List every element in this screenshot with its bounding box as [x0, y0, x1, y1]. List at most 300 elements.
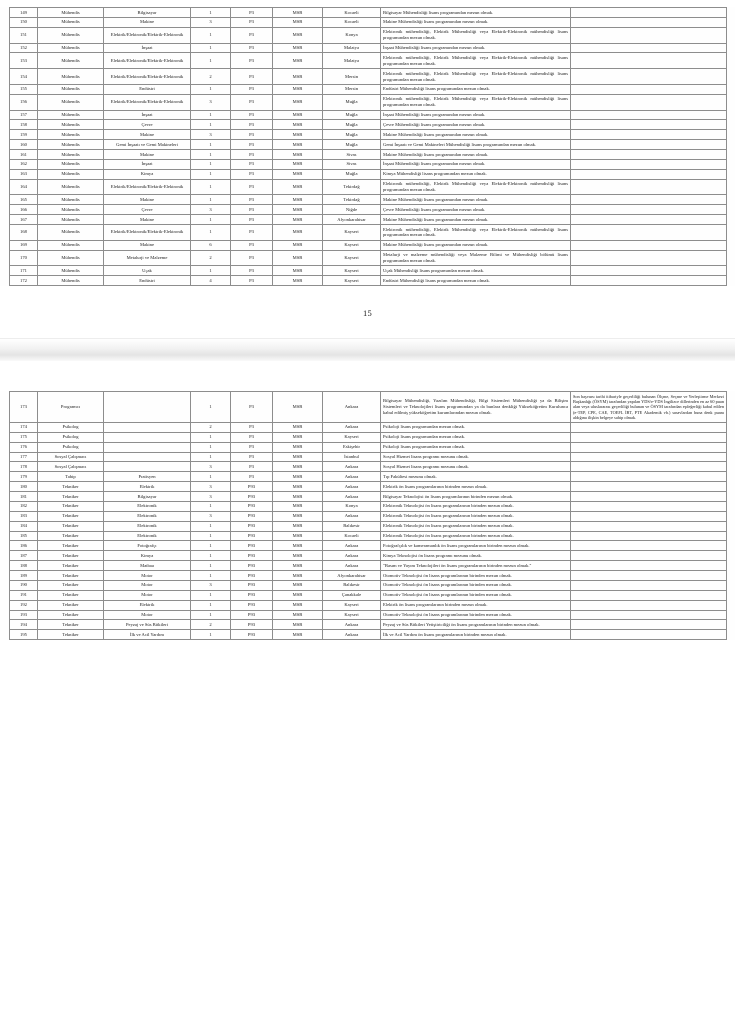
- table-row: [10, 610, 727, 620]
- cell-kurum: MSB: [273, 53, 323, 69]
- cell-row-number: 150: [10, 17, 38, 27]
- cell-not: [571, 179, 727, 195]
- cell-row-number: 157: [10, 110, 38, 120]
- cell-brans: [104, 432, 191, 442]
- table-row: [10, 17, 727, 27]
- cell-not: [571, 159, 727, 169]
- cell-il: Ankara: [323, 422, 381, 432]
- cell-kurum: MSB: [273, 442, 323, 452]
- cell-unvan: Tekniker: [38, 521, 104, 531]
- page-16-top-margin: [0, 361, 735, 391]
- cell-brans: Pratisyen: [104, 472, 191, 482]
- table-row: [10, 250, 727, 266]
- cell-kurum: MSB: [273, 561, 323, 571]
- cell-aciklama: Çevre Mühendisliği lisans programından mezun olmak.: [381, 205, 571, 215]
- cell-il: Sivas: [323, 159, 381, 169]
- cell-unvan: Mühendis: [38, 215, 104, 225]
- cell-kpss-puan-turu: P93: [231, 600, 273, 610]
- cell-adet: 3: [191, 580, 231, 590]
- cell-kurum: MSB: [273, 620, 323, 630]
- cell-aciklama: Peyzaj ve Süs Bitkileri Yetiştiriciliği ön lisans programlarının birinden mezun olmak.: [381, 620, 571, 630]
- cell-kpss-puan-turu: P3: [231, 205, 273, 215]
- cell-il: Konya: [323, 27, 381, 43]
- cell-adet: 2: [191, 422, 231, 432]
- cell-adet: 1: [191, 225, 231, 241]
- cell-adet: 3: [191, 205, 231, 215]
- cell-aciklama: Makine Mühendisliği lisans programından mezun olmak.: [381, 17, 571, 27]
- page-16-sheet: [0, 391, 735, 640]
- cell-kpss-puan-turu: P3: [231, 215, 273, 225]
- cell-not: [571, 561, 727, 571]
- cell-row-number: 180: [10, 482, 38, 492]
- cell-adet: 1: [191, 610, 231, 620]
- cell-brans: Çevre: [104, 120, 191, 130]
- cell-aciklama: İnşaat Mühendisliği lisans programından mezun olmak.: [381, 43, 571, 53]
- table-row: [10, 492, 727, 502]
- cell-il: İstanbul: [323, 452, 381, 462]
- cell-il: Ankara: [323, 630, 381, 640]
- cell-brans: Elektrik/Elektronik/Elektrik-Elektronik: [104, 69, 191, 85]
- cell-row-number: 168: [10, 225, 38, 241]
- table-row: [10, 150, 727, 160]
- cell-unvan: Sosyal Çalışmacı: [38, 462, 104, 472]
- cell-kurum: MSB: [273, 610, 323, 620]
- cell-row-number: 152: [10, 43, 38, 53]
- cell-kpss-puan-turu: P3: [231, 120, 273, 130]
- cell-kurum: MSB: [273, 94, 323, 110]
- cell-il: Tekirdağ: [323, 179, 381, 195]
- cell-aciklama: Elektrik ön lisans programlarının birinden mezun olmak.: [381, 482, 571, 492]
- cell-aciklama: Makine Mühendisliği lisans programından mezun olmak.: [381, 130, 571, 140]
- cell-not: Son başvuru tarihi itibariyle geçerliliği bulunan Ölçme, Seçme ve Yerleştirme Merkezi Başkanlığı (ÖSYM) tarafından yapılan YDS/e-YDS İngilizce dillerinden en az 60 puan alan veya uluslararası geçerliliği bulunan ve ÖSYM tarafından eşdeğerliği kabul edilen (e-TEP, CPE, CAE, TOEFL İBT, PTE Akademik vb.) sınavlardan buna denk puanı aldığına ilişkin belgeye sahip olmak.: [571, 392, 727, 423]
- cell-unvan: Tekniker: [38, 590, 104, 600]
- table-row: [10, 501, 727, 511]
- cell-kpss-puan-turu: P3: [231, 43, 273, 53]
- cell-row-number: 165: [10, 195, 38, 205]
- cell-aciklama: Otomotiv Teknolojisi ön lisans programlarının birinden mezun olmak.: [381, 610, 571, 620]
- cell-not: [571, 150, 727, 160]
- cell-kpss-puan-turu: P93: [231, 590, 273, 600]
- cell-il: Kayseri: [323, 610, 381, 620]
- cell-row-number: 182: [10, 501, 38, 511]
- cell-unvan: Mühendis: [38, 195, 104, 205]
- cell-aciklama: İnşaat Mühendisliği lisans programından mezun olmak.: [381, 110, 571, 120]
- cell-not: [571, 620, 727, 630]
- cell-kpss-puan-turu: P93: [231, 541, 273, 551]
- cell-il: Kocaeli: [323, 531, 381, 541]
- cell-unvan: Mühendis: [38, 276, 104, 286]
- cell-brans: İnşaat: [104, 110, 191, 120]
- cell-il: Kayseri: [323, 266, 381, 276]
- cell-kurum: MSB: [273, 571, 323, 581]
- cell-not: [571, 266, 727, 276]
- cell-il: Ankara: [323, 551, 381, 561]
- cell-il: Tekirdağ: [323, 195, 381, 205]
- table-row: [10, 179, 727, 195]
- cell-row-number: 154: [10, 69, 38, 85]
- cell-kpss-puan-turu: P3: [231, 179, 273, 195]
- cell-aciklama: Makine Mühendisliği lisans programından mezun olmak.: [381, 240, 571, 250]
- cell-not: [571, 452, 727, 462]
- cell-il: Mersin: [323, 69, 381, 85]
- page-number: 15: [362, 308, 373, 319]
- cell-row-number: 183: [10, 511, 38, 521]
- table-row: [10, 561, 727, 571]
- cell-brans: Bilgisayar: [104, 492, 191, 502]
- cell-il: Ankara: [323, 492, 381, 502]
- cell-kurum: MSB: [273, 84, 323, 94]
- cell-kurum: MSB: [273, 492, 323, 502]
- cell-kpss-puan-turu: P93: [231, 630, 273, 640]
- cell-unvan: Tekniker: [38, 580, 104, 590]
- cell-not: [571, 140, 727, 150]
- cell-il: Muğla: [323, 140, 381, 150]
- cell-row-number: 149: [10, 8, 38, 18]
- cell-aciklama: Uçak Mühendisliği lisans programından mezun olmak.: [381, 266, 571, 276]
- cell-unvan: Mühendis: [38, 225, 104, 241]
- cell-kpss-puan-turu: P3: [231, 195, 273, 205]
- cell-row-number: 172: [10, 276, 38, 286]
- table-body-page-16: [10, 392, 727, 640]
- cell-unvan: Mühendis: [38, 205, 104, 215]
- cell-row-number: 185: [10, 531, 38, 541]
- cell-adet: 2: [191, 69, 231, 85]
- cell-not: [571, 432, 727, 442]
- cell-brans: [104, 442, 191, 452]
- cell-il: Malatya: [323, 53, 381, 69]
- cell-row-number: 153: [10, 53, 38, 69]
- cell-aciklama: Endüstri Mühendisliği lisans programından mezun olmak.: [381, 276, 571, 286]
- cell-kpss-puan-turu: P93: [231, 482, 273, 492]
- cell-unvan: Mühendis: [38, 53, 104, 69]
- table-row: [10, 53, 727, 69]
- cell-not: [571, 610, 727, 620]
- cell-adet: 1: [191, 195, 231, 205]
- cell-aciklama: Bilgisayar Mühendisliği lisans programından mezun olmak.: [381, 8, 571, 18]
- page-15-sheet: [0, 7, 735, 286]
- cell-not: [571, 205, 727, 215]
- cell-aciklama: Kimya Mühendisliği lisans programından mezun olmak.: [381, 169, 571, 179]
- cell-kpss-puan-turu: P93: [231, 531, 273, 541]
- cell-aciklama: Elektronik Teknolojisi ön lisans programlarının birinden mezun olmak.: [381, 531, 571, 541]
- cell-not: [571, 120, 727, 130]
- cell-brans: Motor: [104, 590, 191, 600]
- cell-aciklama: Otomotiv Teknolojisi ön lisans programlarının birinden mezun olmak.: [381, 571, 571, 581]
- cell-kpss-puan-turu: P93: [231, 620, 273, 630]
- cell-kpss-puan-turu: P93: [231, 610, 273, 620]
- cell-aciklama: Gemi İnşaatı ve Gemi Makineleri Mühendisliği lisans programından mezun olmak.: [381, 140, 571, 150]
- table-row: [10, 511, 727, 521]
- cell-aciklama: Elektronik mühendisliği, Elektrik Mühendisliği veya Elektrik-Elektronik mühendisliği lisans programından mezun olmak.: [381, 27, 571, 43]
- cell-brans: İlk ve Acil Yardım: [104, 630, 191, 640]
- table-row: [10, 630, 727, 640]
- cell-not: [571, 462, 727, 472]
- cell-il: Ankara: [323, 472, 381, 482]
- cell-brans: Elektrik/Elektronik/Elektrik-Elektronik: [104, 179, 191, 195]
- cell-il: Kayseri: [323, 600, 381, 610]
- cell-adet: 3: [191, 462, 231, 472]
- cell-adet: 1: [191, 452, 231, 462]
- table-row: [10, 215, 727, 225]
- cell-kurum: MSB: [273, 452, 323, 462]
- cell-unvan: Tekniker: [38, 630, 104, 640]
- table-row: [10, 392, 727, 423]
- cell-not: [571, 130, 727, 140]
- top-margin: [0, 0, 735, 7]
- cell-kurum: MSB: [273, 531, 323, 541]
- table-row: [10, 159, 727, 169]
- cell-row-number: 151: [10, 27, 38, 43]
- table-row: [10, 140, 727, 150]
- table-row: [10, 94, 727, 110]
- cell-brans: Makine: [104, 130, 191, 140]
- cell-kpss-puan-turu: P3: [231, 432, 273, 442]
- cell-il: Ankara: [323, 561, 381, 571]
- cell-kurum: MSB: [273, 69, 323, 85]
- table-body-page-15: [10, 8, 727, 286]
- table-row: [10, 432, 727, 442]
- cell-il: Malatya: [323, 43, 381, 53]
- cell-row-number: 175: [10, 432, 38, 442]
- cell-not: [571, 84, 727, 94]
- cell-il: Kayseri: [323, 225, 381, 241]
- cell-brans: Motor: [104, 610, 191, 620]
- cell-adet: 1: [191, 590, 231, 600]
- cell-aciklama: Fotoğrafçılık ve kameramanlık ön lisans programlarının birinden mezun olmak.: [381, 541, 571, 551]
- cell-il: Kayseri: [323, 250, 381, 266]
- cell-not: [571, 541, 727, 551]
- cell-adet: 1: [191, 392, 231, 423]
- cell-adet: 3: [191, 130, 231, 140]
- cell-aciklama: Tıp Fakültesi mezunu olmak.: [381, 472, 571, 482]
- cell-adet: 1: [191, 43, 231, 53]
- cell-adet: 1: [191, 120, 231, 130]
- cell-unvan: Mühendis: [38, 266, 104, 276]
- cell-kurum: MSB: [273, 580, 323, 590]
- cell-unvan: Mühendis: [38, 130, 104, 140]
- cell-unvan: Mühendis: [38, 43, 104, 53]
- cell-kpss-puan-turu: P3: [231, 53, 273, 69]
- cell-kurum: MSB: [273, 205, 323, 215]
- cell-brans: Elektronik: [104, 531, 191, 541]
- cell-aciklama: Makine Mühendisliği lisans programından mezun olmak.: [381, 215, 571, 225]
- cell-kurum: MSB: [273, 169, 323, 179]
- cell-not: [571, 580, 727, 590]
- table-row: [10, 205, 727, 215]
- table-row: [10, 276, 727, 286]
- cell-unvan: Tabip: [38, 472, 104, 482]
- cell-not: [571, 630, 727, 640]
- cell-unvan: Mühendis: [38, 250, 104, 266]
- cell-brans: Gemi İnşaatı ve Gemi Makineleri: [104, 140, 191, 150]
- cell-il: Muğla: [323, 120, 381, 130]
- cell-unvan: Tekniker: [38, 492, 104, 502]
- cell-brans: [104, 452, 191, 462]
- cell-kpss-puan-turu: P3: [231, 84, 273, 94]
- cell-kpss-puan-turu: P3: [231, 169, 273, 179]
- cell-row-number: 160: [10, 140, 38, 150]
- cell-il: Ankara: [323, 511, 381, 521]
- table-row: [10, 169, 727, 179]
- cell-not: [571, 511, 727, 521]
- cell-aciklama: Bilgisayar Mühendisliği, Yazılım Mühendisliği, Bilgi Sistemleri Mühendisliği ya da Bilişim Sistemleri ve Teknolojileri lisans programından ya da bunlara denkliği Yükseköğretim Kurulunca kabul edilmiş yükseköğretim kurumlarından mezun olmak.: [381, 392, 571, 423]
- table-row: [10, 43, 727, 53]
- cell-unvan: Tekniker: [38, 600, 104, 610]
- cell-unvan: Tekniker: [38, 531, 104, 541]
- cell-brans: Elektrik/Elektronik/Elektrik-Elektronik: [104, 225, 191, 241]
- cell-aciklama: Makine Mühendisliği lisans programından mezun olmak.: [381, 195, 571, 205]
- cell-brans: İnşaat: [104, 159, 191, 169]
- cell-kurum: MSB: [273, 27, 323, 43]
- positions-table-page-16: [9, 391, 727, 640]
- cell-adet: 1: [191, 472, 231, 482]
- cell-row-number: 162: [10, 159, 38, 169]
- cell-adet: 4: [191, 276, 231, 286]
- cell-aciklama: Psikoloji lisans programından mezun olmak.: [381, 432, 571, 442]
- cell-kurum: MSB: [273, 120, 323, 130]
- cell-brans: Peyzaj ve Süs Bitkileri: [104, 620, 191, 630]
- cell-brans: Makine: [104, 195, 191, 205]
- cell-kpss-puan-turu: P3: [231, 140, 273, 150]
- cell-kpss-puan-turu: P3: [231, 150, 273, 160]
- cell-kpss-puan-turu: P93: [231, 492, 273, 502]
- cell-adet: 3: [191, 94, 231, 110]
- cell-kurum: MSB: [273, 130, 323, 140]
- cell-kurum: MSB: [273, 43, 323, 53]
- cell-brans: Elektrik: [104, 482, 191, 492]
- cell-il: Kocaeli: [323, 17, 381, 27]
- cell-kpss-puan-turu: P3: [231, 392, 273, 423]
- cell-not: [571, 27, 727, 43]
- cell-unvan: Mühendis: [38, 159, 104, 169]
- cell-adet: 1: [191, 27, 231, 43]
- cell-kpss-puan-turu: P93: [231, 580, 273, 590]
- cell-brans: [104, 392, 191, 423]
- cell-aciklama: Psikoloji lisans programından mezun olmak.: [381, 442, 571, 452]
- cell-kpss-puan-turu: P3: [231, 225, 273, 241]
- cell-il: Balıkesir: [323, 521, 381, 531]
- cell-adet: 1: [191, 501, 231, 511]
- cell-unvan: Tekniker: [38, 511, 104, 521]
- cell-adet: 1: [191, 521, 231, 531]
- table-row: [10, 590, 727, 600]
- cell-aciklama: Otomotiv Teknolojisi ön lisans programlarının birinden mezun olmak.: [381, 580, 571, 590]
- cell-unvan: Tekniker: [38, 482, 104, 492]
- cell-aciklama: Elektrik ön lisans programlarının birinden mezun olmak.: [381, 600, 571, 610]
- cell-row-number: 171: [10, 266, 38, 276]
- cell-aciklama: Metalurji ve malzeme mühendisliği veya Malzeme Bilimi ve Mühendisliği bölümü lisans programından mezun olmak.: [381, 250, 571, 266]
- cell-kurum: MSB: [273, 110, 323, 120]
- cell-not: [571, 590, 727, 600]
- cell-il: Sivas: [323, 150, 381, 160]
- page-break-separator: [0, 338, 735, 361]
- cell-il: Niğde: [323, 205, 381, 215]
- cell-brans: Kimya: [104, 551, 191, 561]
- cell-kpss-puan-turu: P3: [231, 8, 273, 18]
- cell-il: Ankara: [323, 620, 381, 630]
- cell-adet: 3: [191, 511, 231, 521]
- cell-not: [571, 276, 727, 286]
- cell-not: [571, 240, 727, 250]
- cell-adet: 1: [191, 600, 231, 610]
- cell-not: [571, 43, 727, 53]
- cell-unvan: Psikolog: [38, 432, 104, 442]
- table-row: [10, 531, 727, 541]
- cell-kurum: MSB: [273, 482, 323, 492]
- cell-unvan: Mühendis: [38, 27, 104, 43]
- cell-kurum: MSB: [273, 551, 323, 561]
- table-row: [10, 580, 727, 590]
- cell-aciklama: "Basım ve Yayım Teknolojileri ön lisans programlarının birinden mezun olmak.": [381, 561, 571, 571]
- cell-il: Kayseri: [323, 240, 381, 250]
- cell-brans: Makine: [104, 17, 191, 27]
- table-row: [10, 551, 727, 561]
- cell-unvan: Mühendis: [38, 84, 104, 94]
- cell-brans: Elektrik/Elektronik/Elektrik-Elektronik: [104, 27, 191, 43]
- cell-adet: 1: [191, 169, 231, 179]
- cell-not: [571, 571, 727, 581]
- cell-brans: Elektronik: [104, 521, 191, 531]
- cell-row-number: 194: [10, 620, 38, 630]
- cell-adet: 1: [191, 8, 231, 18]
- table-row: [10, 571, 727, 581]
- cell-adet: 1: [191, 110, 231, 120]
- cell-not: [571, 551, 727, 561]
- cell-aciklama: Elektronik Teknolojisi ön lisans programlarının birinden mezun olmak.: [381, 521, 571, 531]
- table-row: [10, 130, 727, 140]
- cell-not: [571, 8, 727, 18]
- cell-aciklama: İlk ve Acil Yardım ön lisans programlarının birinden mezun olmak.: [381, 630, 571, 640]
- cell-aciklama: Elektronik mühendisliği, Elektrik Mühendisliği veya Elektrik-Elektronik mühendisliği lisans programından mezun olmak.: [381, 69, 571, 85]
- cell-aciklama: Elektronik Teknolojisi ön lisans programlarının birinden mezun olmak.: [381, 501, 571, 511]
- cell-row-number: 188: [10, 561, 38, 571]
- table-row: [10, 422, 727, 432]
- cell-kurum: MSB: [273, 392, 323, 423]
- cell-kpss-puan-turu: P3: [231, 159, 273, 169]
- table-row: [10, 266, 727, 276]
- cell-row-number: 181: [10, 492, 38, 502]
- cell-row-number: 158: [10, 120, 38, 130]
- cell-adet: 3: [191, 482, 231, 492]
- cell-unvan: Mühendis: [38, 17, 104, 27]
- cell-row-number: 161: [10, 150, 38, 160]
- cell-brans: Endüstri: [104, 84, 191, 94]
- cell-unvan: Psikolog: [38, 442, 104, 452]
- cell-il: Afyonkarahisar: [323, 571, 381, 581]
- cell-adet: 1: [191, 84, 231, 94]
- cell-row-number: 169: [10, 240, 38, 250]
- cell-row-number: 191: [10, 590, 38, 600]
- cell-row-number: 159: [10, 130, 38, 140]
- cell-kpss-puan-turu: P3: [231, 462, 273, 472]
- cell-kpss-puan-turu: P3: [231, 110, 273, 120]
- cell-il: Kocaeli: [323, 8, 381, 18]
- cell-kurum: MSB: [273, 179, 323, 195]
- cell-brans: İnşaat: [104, 43, 191, 53]
- cell-unvan: Tekniker: [38, 610, 104, 620]
- cell-adet: 1: [191, 551, 231, 561]
- cell-adet: 1: [191, 159, 231, 169]
- cell-kpss-puan-turu: P93: [231, 571, 273, 581]
- cell-row-number: 173: [10, 392, 38, 423]
- cell-kurum: MSB: [273, 150, 323, 160]
- cell-not: [571, 422, 727, 432]
- cell-kurum: MSB: [273, 276, 323, 286]
- cell-il: Ankara: [323, 541, 381, 551]
- cell-not: [571, 250, 727, 266]
- cell-kpss-puan-turu: P93: [231, 551, 273, 561]
- cell-kurum: MSB: [273, 541, 323, 551]
